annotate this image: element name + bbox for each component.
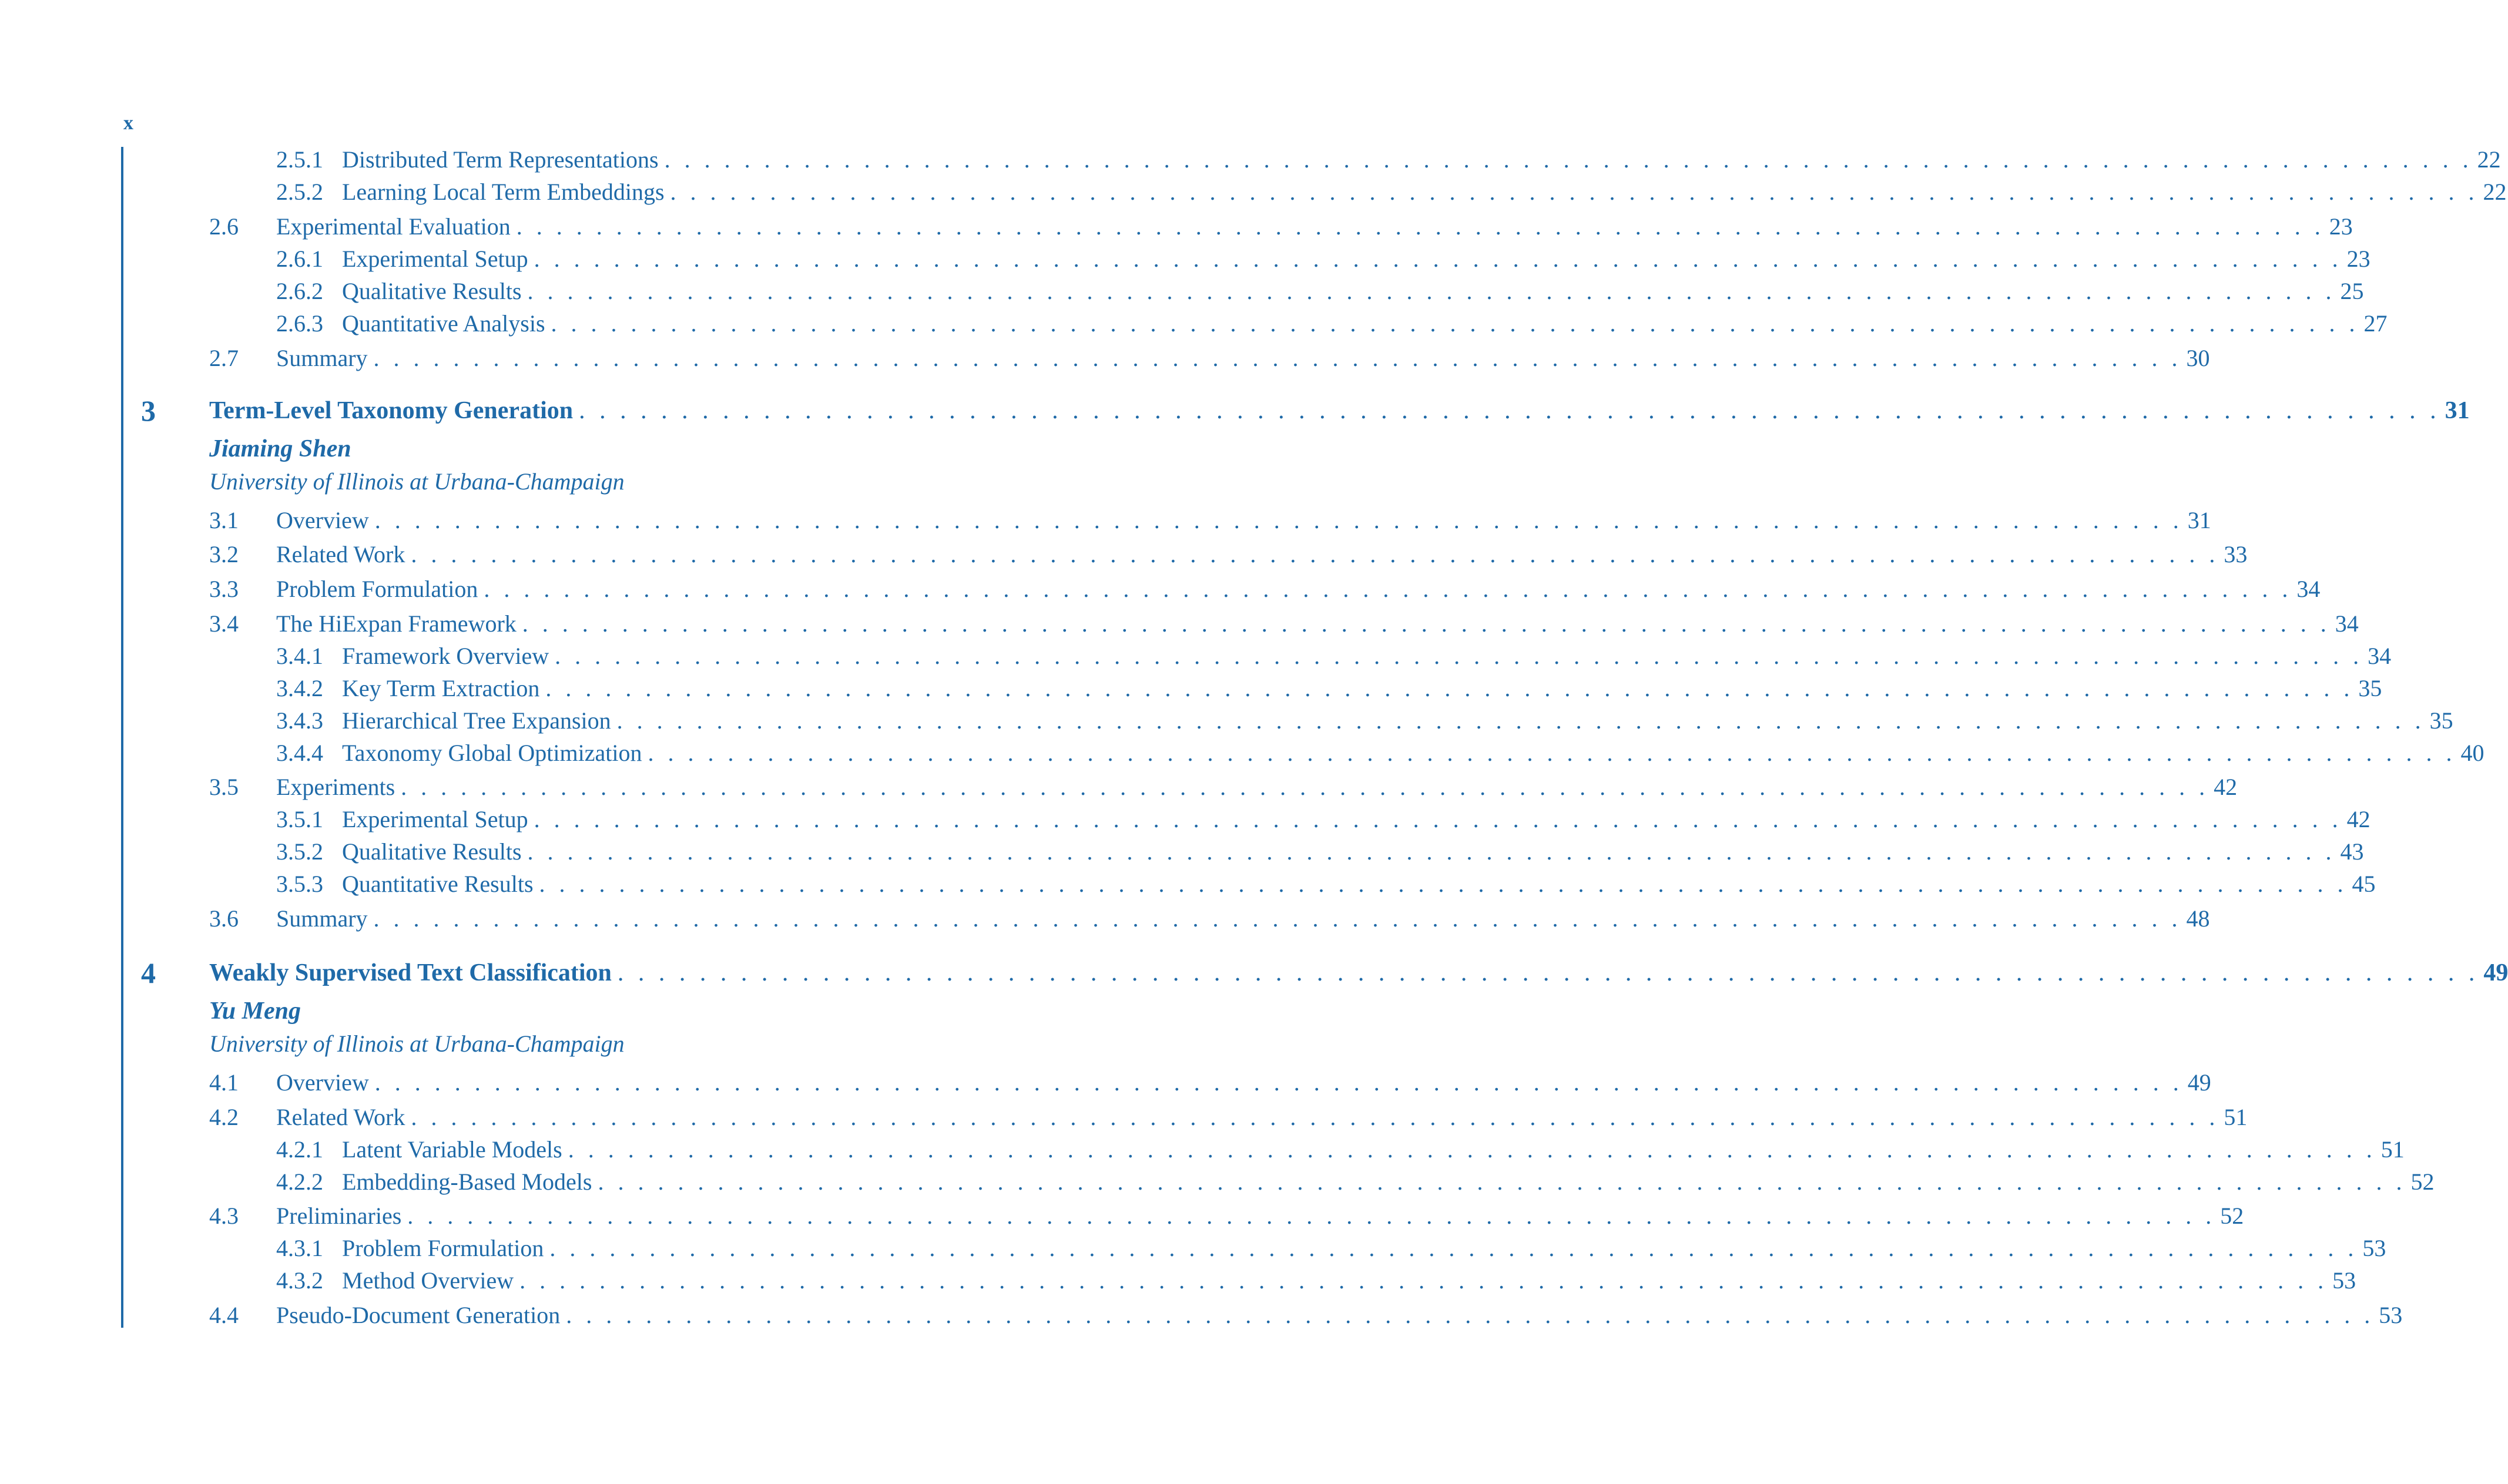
dot-leader: . . . . . . . . . . . . . . . . . . . . . . . . . . . . . . . . . . . . . . . . . . . . . . . . . . . . . . . . . . . . . . . . . . . . . . . . . . . . . . . . . . . . . . . . . . . [516,213,2325,240]
section-title: Experimental Setup [342,806,528,832]
chapter-author: Yu Meng [209,998,301,1025]
toc-subsection-entry[interactable] [276,1134,2405,1165]
page-ref: 23 [2329,213,2353,240]
section-number: 3.2 [209,541,239,568]
dot-leader: . . . . . . . . . . . . . . . . . . . . . . . . . . . . . . . . . . . . . . . . . . . . . . . . . . . . . . . . . . . . . . . . . . . . . . . . . . . . . . . . . . . . . . . . . . . [534,246,2342,272]
section-number: 3.4.1 [276,643,323,669]
page-number: x [123,112,133,134]
section-number: 4.1 [209,1069,239,1096]
section-title: Qualitative Results [342,838,522,865]
chapter-entry[interactable] [209,395,2470,426]
section-number: 3.4.4 [276,740,323,766]
dot-leader: . . . . . . . . . . . . . . . . . . . . . . . . . . . . . . . . . . . . . . . . . . . . . . . . . . . . . . . . . . . . . . . . . . . . . . . . . . . . . . . . . . . . . . . . . . . [527,278,2336,304]
page-ref: 52 [2220,1203,2244,1229]
page-ref: 51 [2380,1136,2405,1163]
toc-section-entry[interactable] [209,1201,2244,1231]
page-ref: 40 [2460,740,2484,766]
section-title: Qualitative Results [342,278,522,304]
toc-section-entry[interactable] [209,343,2210,374]
section-number: 3.5.2 [276,838,323,865]
page-ref: 27 [2363,310,2388,337]
dot-leader: . . . . . . . . . . . . . . . . . . . . . . . . . . . . . . . . . . . . . . . . . . . . . . . . . . . . . . . . . . . . . . . . . . . . . . . . . . . . . . . . . . . . . . . . . . . [373,905,2182,932]
toc-subsection-entry[interactable] [276,1265,2356,1296]
section-title: Pseudo-Document Generation [276,1302,561,1328]
toc-section-entry[interactable] [209,211,2353,242]
page-ref: 43 [2340,838,2364,865]
page-ref: 53 [2362,1235,2386,1261]
dot-leader: . . . . . . . . . . . . . . . . . . . . . . . . . . . . . . . . . . . . . . . . . . . . . . . . . . . . . . . . . . . . . . . . . . . . . . . . . . . . . . . . . . . . . . . . . . . [555,643,2363,669]
chapter-title: Term-Level Taxonomy Generation [209,397,574,424]
dot-leader: . . . . . . . . . . . . . . . . . . . . . . . . . . . . . . . . . . . . . . . . . . . . . . . . . . . . . . . . . . . . . . . . . . . . . . . . . . . . . . . . . . . . . . . . . . . [534,806,2342,832]
section-title: Embedding-Based Models [342,1169,592,1195]
section-title: Quantitative Analysis [342,310,545,337]
section-number: 2.6.1 [276,246,323,272]
toc-section-entry[interactable] [209,1067,2211,1098]
dot-leader: . . . . . . . . . . . . . . . . . . . . . . . . . . . . . . . . . . . . . . . . . . . . . . . . . . . . . . . . . . . . . . . . . . . . . . . . . . . . . . . . . . . . . . . . . . . [522,610,2331,637]
section-number: 3.5 [209,774,239,800]
page-ref: 53 [2332,1267,2356,1294]
dot-leader: . . . . . . . . . . . . . . . . . . . . . . . . . . . . . . . . . . . . . . . . . . . . . . . . . . . . . . . . . . . . . . . . . . . . . . . . . . . . . . . . . . . . . . . . . . . [566,1302,2375,1328]
section-number: 2.6.3 [276,310,323,337]
page-ref: 34 [2368,643,2392,669]
section-number: 2.5.2 [276,179,323,205]
dot-leader: . . . . . . . . . . . . . . . . . . . . . . . . . . . . . . . . . . . . . . . . . . . . . . . . . . . . . . . . . . . . . . . . . . . . . . . . . . . . . . . . . . . . . . . . . . . [549,1235,2358,1261]
dot-leader: . . . . . . . . . . . . . . . . . . . . . . . . . . . . . . . . . . . . . . . . . . . . . . . . . . . . . . . . . . . . . . . . . . . . . . . . . . . . . . . . . . . . . . . . . . . [670,179,2479,205]
page-ref: 49 [2187,1069,2211,1096]
dot-leader: . . . . . . . . . . . . . . . . . . . . . . . . . . . . . . . . . . . . . . . . . . . . . . . . . . . . . . . . . . . . . . . . . . . . . . . . . . . . . . . . . . . . . . . . . . . [527,838,2336,865]
section-number: 4.3 [209,1203,239,1229]
toc-section-entry[interactable] [209,1102,2248,1133]
section-title: Framework Overview [342,643,549,669]
section-number: 3.6 [209,905,239,932]
dot-leader: . . . . . . . . . . . . . . . . . . . . . . . . . . . . . . . . . . . . . . . . . . . . . . . . . . . . . . . . . . . . . . . . . . . . . . . . . . . . . . . . . . . . . . . . . . . [616,707,2425,734]
page-ref: 31 [2445,397,2470,424]
page-ref: 31 [2187,507,2211,533]
section-title: Related Work [276,541,405,568]
section-number: 3.3 [209,576,239,602]
toc-subsection-entry[interactable] [276,308,2388,339]
section-number: 2.7 [209,345,239,371]
section-number: 3.5.1 [276,806,323,832]
section-number: 3.4.3 [276,707,323,734]
page-ref: 22 [2483,179,2507,205]
chapter-entry[interactable] [209,958,2508,988]
page-ref: 23 [2346,246,2370,272]
dot-leader: . . . . . . . . . . . . . . . . . . . . . . . . . . . . . . . . . . . . . . . . . . . . . . . . . . . . . . . . . . . . . . . . . . . . . . . . . . . . . . . . . . . . . . . . . . . [411,541,2219,568]
section-title: Overview [276,1069,369,1096]
page-ref: 25 [2340,278,2364,304]
toc-subsection-entry[interactable] [276,706,2453,736]
dot-leader: . . . . . . . . . . . . . . . . . . . . . . . . . . . . . . . . . . . . . . . . . . . . . . . . . . . . . . . . . . . . . . . . . . . . . . . . . . . . . . . . . . . . . . . . . . . [484,576,2292,602]
section-number: 2.6 [209,213,239,240]
section-title: Problem Formulation [342,1235,544,1261]
page-ref: 42 [2346,806,2370,832]
dot-leader: . . . . . . . . . . . . . . . . . . . . . . . . . . . . . . . . . . . . . . . . . . . . . . . . . . . . . . . . . . . . . . . . . . . . . . . . . . . . . . . . . . . . . . . . . . . [579,397,2440,424]
page-ref: 52 [2410,1169,2435,1195]
dot-leader: . . . . . . . . . . . . . . . . . . . . . . . . . . . . . . . . . . . . . . . . . . . . . . . . . . . . . . . . . . . . . . . . . . . . . . . . . . . . . . . . . . . . . . . . . . . [374,1069,2183,1096]
toc-subsection-entry[interactable] [276,738,2484,768]
dot-leader: . . . . . . . . . . . . . . . . . . . . . . . . . . . . . . . . . . . . . . . . . . . . . . . . . . . . . . . . . . . . . . . . . . . . . . . . . . . . . . . . . . . . . . . . . . . [401,774,2209,800]
page-ref: 34 [2296,576,2321,602]
dot-leader: . . . . . . . . . . . . . . . . . . . . . . . . . . . . . . . . . . . . . . . . . . . . . . . . . . . . . . . . . . . . . . . . . . . . . . . . . . . . . . . . . . . . . . . . . . . [407,1203,2216,1229]
section-title: Hierarchical Tree Expansion [342,707,611,734]
toc-section-entry[interactable] [209,904,2210,934]
section-title: Summary [276,345,368,371]
section-number: 3.4.2 [276,675,323,701]
section-title: Overview [276,507,369,533]
page-ref: 53 [2379,1302,2403,1328]
toc-subsection-entry[interactable] [276,244,2370,274]
toc-subsection-entry[interactable] [276,869,2376,899]
page-ref: 51 [2224,1104,2248,1130]
section-number: 4.2.1 [276,1136,323,1163]
dot-leader: . . . . . . . . . . . . . . . . . . . . . . . . . . . . . . . . . . . . . . . . . . . . . . . . . . . . . . . . . . . . . . . . . . . . . . . . . . . . . . . . . . . . . . . . . . . [551,310,2359,337]
chapter-author: Jiaming Shen [209,435,351,462]
section-number: 4.3.1 [276,1235,323,1261]
section-number: 2.5.1 [276,146,323,173]
dot-leader: . . . . . . . . . . . . . . . . . . . . . . . . . . . . . . . . . . . . . . . . . . . . . . . . . . . . . . . . . . . . . . . . . . . . . . . . . . . . . . . . . . . . . . . . . . . [598,1169,2406,1195]
section-title: Experiments [276,774,395,800]
section-title: Related Work [276,1104,405,1130]
dot-leader: . . . . . . . . . . . . . . . . . . . . . . . . . . . . . . . . . . . . . . . . . . . . . . . . . . . . . . . . . . . . . . . . . . . . . . . . . . . . . . . . . . . . . . . . . . . [411,1104,2219,1130]
toc-subsection-entry[interactable] [276,177,2507,207]
section-title: Key Term Extraction [342,675,540,701]
page-ref: 42 [2214,774,2238,800]
section-title: Experimental Setup [342,246,528,272]
section-title: Problem Formulation [276,576,478,602]
toc-section-entry[interactable] [209,1300,2403,1331]
section-title: The HiExpan Framework [276,610,517,637]
section-number: 4.2.2 [276,1169,323,1195]
author-affiliation: University of Illinois at Urbana-Champaign [209,468,625,495]
section-title: Summary [276,905,368,932]
dot-leader: . . . . . . . . . . . . . . . . . . . . . . . . . . . . . . . . . . . . . . . . . . . . . . . . . . . . . . . . . . . . . . . . . . . . . . . . . . . . . . . . . . . . . . . . . . . [617,959,2479,986]
section-number: 3.5.3 [276,871,323,897]
section-number: 3.4 [209,610,239,637]
toc-subsection-entry[interactable] [276,145,2501,175]
page-ref: 35 [2429,707,2453,734]
page-ref: 35 [2358,675,2382,701]
dot-leader: . . . . . . . . . . . . . . . . . . . . . . . . . . . . . . . . . . . . . . . . . . . . . . . . . . . . . . . . . . . . . . . . . . . . . . . . . . . . . . . . . . . . . . . . . . . [539,871,2348,897]
section-title: Taxonomy Global Optimization [342,740,642,766]
page-ref: 49 [2483,959,2508,986]
section-title: Latent Variable Models [342,1136,562,1163]
section-title: Distributed Term Representations [342,146,659,173]
toc-subsection-entry[interactable] [276,837,2364,867]
toc-subsection-entry[interactable] [276,673,2382,704]
chapter-number: 4 [141,956,156,989]
toc-section-entry[interactable] [209,505,2211,536]
dot-leader: . . . . . . . . . . . . . . . . . . . . . . . . . . . . . . . . . . . . . . . . . . . . . . . . . . . . . . . . . . . . . . . . . . . . . . . . . . . . . . . . . . . . . . . . . . . [545,675,2354,701]
toc-section-entry[interactable] [209,574,2321,605]
toc-subsection-entry[interactable] [276,1233,2386,1264]
toc-subsection-entry[interactable] [276,641,2392,672]
author-affiliation: University of Illinois at Urbana-Champaign [209,1030,625,1057]
page-ref: 45 [2352,871,2376,897]
section-number: 3.1 [209,507,239,533]
page-ref: 22 [2477,146,2501,173]
section-number: 4.2 [209,1104,239,1130]
toc-subsection-entry[interactable] [276,804,2370,835]
section-number: 2.6.2 [276,278,323,304]
dot-leader: . . . . . . . . . . . . . . . . . . . . . . . . . . . . . . . . . . . . . . . . . . . . . . . . . . . . . . . . . . . . . . . . . . . . . . . . . . . . . . . . . . . . . . . . . . . [648,740,2456,766]
toc-section-entry[interactable] [209,539,2248,570]
chapter-number: 3 [141,394,156,427]
toc-section-entry[interactable] [209,609,2359,639]
section-title: Learning Local Term Embeddings [342,179,665,205]
toc-subsection-entry[interactable] [276,1167,2435,1197]
page-ref: 30 [2186,345,2210,371]
page-ref: 34 [2335,610,2359,637]
dot-leader: . . . . . . . . . . . . . . . . . . . . . . . . . . . . . . . . . . . . . . . . . . . . . . . . . . . . . . . . . . . . . . . . . . . . . . . . . . . . . . . . . . . . . . . . . . . [373,345,2182,371]
dot-leader: . . . . . . . . . . . . . . . . . . . . . . . . . . . . . . . . . . . . . . . . . . . . . . . . . . . . . . . . . . . . . . . . . . . . . . . . . . . . . . . . . . . . . . . . . . . [519,1267,2328,1294]
section-title: Method Overview [342,1267,514,1294]
section-number: 4.3.2 [276,1267,323,1294]
page-ref: 48 [2186,905,2210,932]
section-number: 4.4 [209,1302,239,1328]
dot-leader: . . . . . . . . . . . . . . . . . . . . . . . . . . . . . . . . . . . . . . . . . . . . . . . . . . . . . . . . . . . . . . . . . . . . . . . . . . . . . . . . . . . . . . . . . . . [374,507,2183,533]
chapter-title: Weakly Supervised Text Classification [209,959,612,986]
toc-section-entry[interactable] [209,772,2238,803]
section-title: Quantitative Results [342,871,534,897]
section-title: Preliminaries [276,1203,402,1229]
section-title: Experimental Evaluation [276,213,511,240]
dot-leader: . . . . . . . . . . . . . . . . . . . . . . . . . . . . . . . . . . . . . . . . . . . . . . . . . . . . . . . . . . . . . . . . . . . . . . . . . . . . . . . . . . . . . . . . . . . [568,1136,2376,1163]
page-ref: 33 [2224,541,2248,568]
toc-subsection-entry[interactable] [276,276,2364,307]
dot-leader: . . . . . . . . . . . . . . . . . . . . . . . . . . . . . . . . . . . . . . . . . . . . . . . . . . . . . . . . . . . . . . . . . . . . . . . . . . . . . . . . . . . . . . . . . . . [664,146,2473,173]
